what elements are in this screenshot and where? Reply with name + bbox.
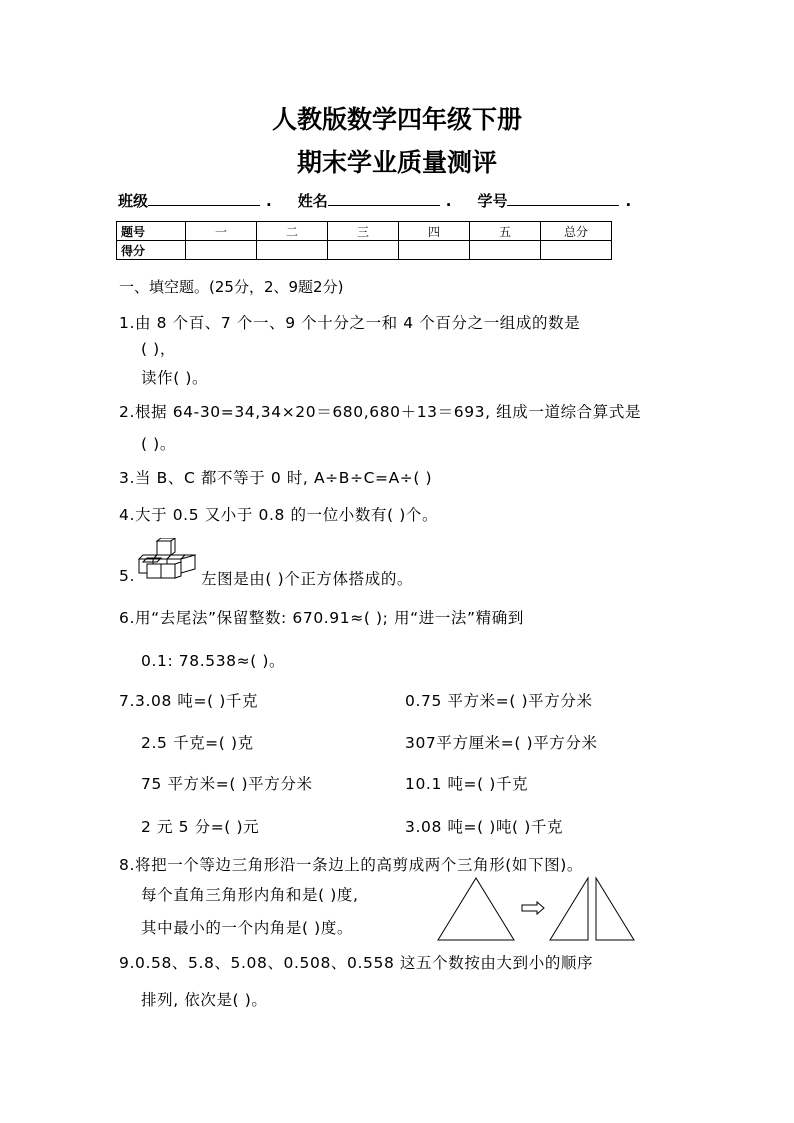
question-7-item: 7.3.08 吨=( )千克	[119, 692, 259, 710]
title-line1: 人教版数学四年级下册	[271, 105, 522, 134]
score-input-cell[interactable]	[541, 241, 612, 260]
question-8-line3: 其中最小的一个内角是( )度。	[141, 919, 354, 937]
question-6-line2: 0.1: 78.538≈( )。	[141, 652, 286, 670]
score-input-cell[interactable]	[257, 241, 328, 260]
equilateral-triangle-shape	[438, 878, 514, 940]
question-9-line1: 9.0.58、5.8、5.08、0.508、0.558 这五个数按由大到小的顺序	[119, 954, 594, 972]
score-table-cell: 三	[328, 222, 399, 241]
score-table-cell: 二	[257, 222, 328, 241]
question-1-line3: 读作( )。	[141, 369, 209, 387]
score-input-cell[interactable]	[470, 241, 541, 260]
number-blank[interactable]	[507, 191, 619, 206]
right-arrow-icon	[522, 902, 544, 914]
question-8-line1: 8.将把一个等边三角形沿一条边上的高剪成两个三角形(如下图)。	[119, 856, 583, 874]
right-triangle-right-shape	[596, 878, 634, 940]
number-dot: .	[625, 192, 632, 210]
name-label: 姓名	[297, 192, 328, 210]
question-9-line2: 排列, 依次是( )。	[141, 991, 268, 1009]
score-table-header-row	[117, 222, 612, 241]
question-6-line1: 6.用“去尾法”保留整数: 670.91≈( ); 用“进一法”精确到	[119, 609, 524, 627]
score-table-cell: 五	[470, 222, 541, 241]
score-table-cell: 得分	[117, 241, 186, 260]
title-line2: 期末学业质量测评	[296, 148, 497, 177]
score-table-cell: 一	[186, 222, 257, 241]
name-blank[interactable]	[328, 191, 440, 206]
score-table-cell: 四	[399, 222, 470, 241]
score-table-cell: 题号	[117, 222, 186, 241]
question-5-number: 5.	[119, 567, 135, 585]
question-7-item: 0.75 平方米=( )平方分米	[405, 692, 593, 710]
section-heading: 一、填空题。(25分，2、9题2分)	[119, 278, 344, 296]
class-blank[interactable]	[148, 191, 260, 206]
question-3: 3.当 B、C 都不等于 0 时, A÷B÷C=A÷( )	[119, 469, 433, 487]
class-label: 班级	[118, 192, 149, 210]
cube-stack-figure	[135, 538, 201, 582]
student-info	[118, 190, 631, 211]
question-7-item: 307平方厘米=( )平方分米	[405, 734, 598, 752]
triangle-cut-figure	[436, 874, 641, 942]
question-4: 4.大于 0.5 又小于 0.8 的一位小数有( )个。	[119, 506, 439, 524]
class-dot: .	[266, 192, 272, 210]
question-2-line2: ( )。	[141, 435, 176, 453]
question-7-item: 10.1 吨=( )千克	[405, 775, 529, 793]
score-input-cell[interactable]	[399, 241, 470, 260]
question-8-line2: 每个直角三角形内角和是( )度,	[141, 886, 359, 904]
score-input-cell[interactable]	[186, 241, 257, 260]
question-1-line2: ( )，	[141, 340, 176, 358]
score-table-score-row	[117, 241, 612, 260]
question-7-item: 3.08 吨=( )吨( )千克	[405, 818, 564, 836]
question-7-item: 75 平方米=( )平方分米	[141, 775, 313, 793]
score-table	[116, 221, 612, 260]
name-dot: .	[445, 192, 452, 210]
right-triangle-left-shape	[550, 878, 588, 940]
question-1-line1: 1.由 8 个百、7 个一、9 个十分之一和 4 个百分之一组成的数是	[119, 314, 581, 332]
question-5-text: 左图是由( )个正方体搭成的。	[201, 570, 414, 588]
number-label: 学号	[477, 192, 508, 210]
question-2-line1: 2.根据 64-30=34,34×20＝680,680＋13＝693, 组成一道综合算式是	[119, 403, 642, 421]
question-7-item: 2.5 千克=( )克	[141, 734, 254, 752]
cube-front-face	[157, 541, 171, 555]
score-table-cell: 总分	[541, 222, 612, 241]
cube-side-face	[171, 538, 175, 555]
score-input-cell[interactable]	[328, 241, 399, 260]
question-7-item: 2 元 5 分=( )元	[141, 818, 260, 836]
